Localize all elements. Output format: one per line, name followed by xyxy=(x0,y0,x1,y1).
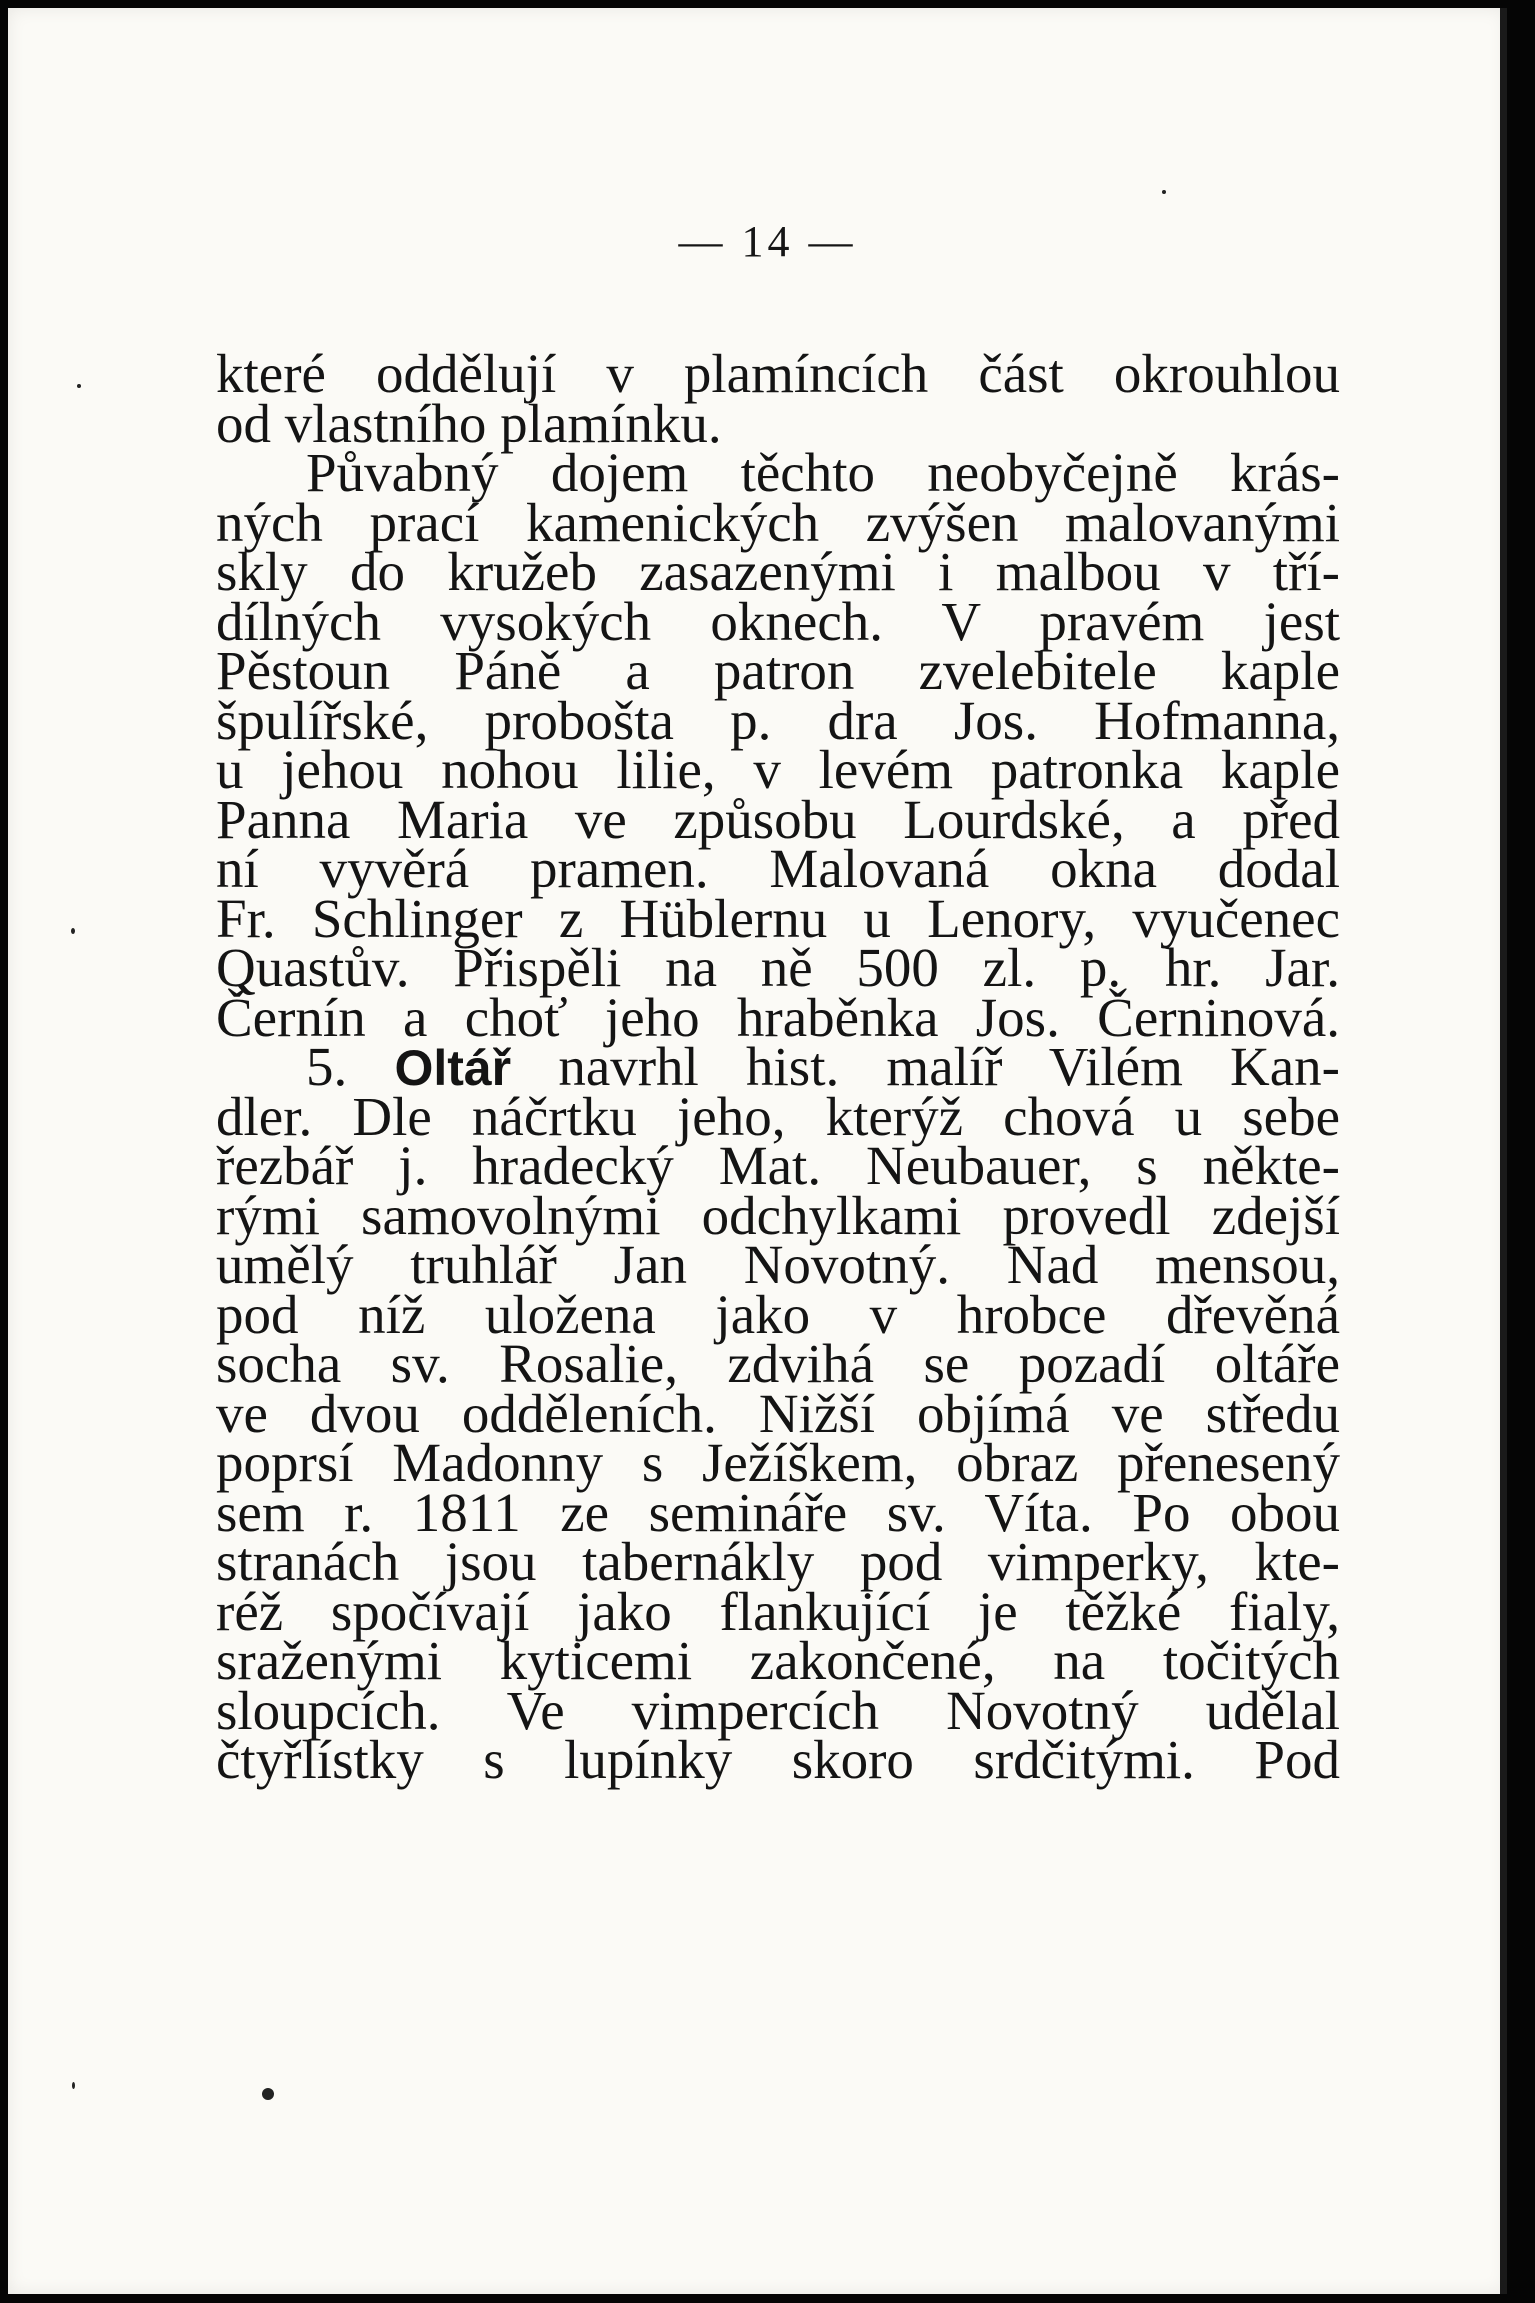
ink-speck xyxy=(72,2082,75,2089)
text-line: Panna Maria ve způsobu Lourdské, a před xyxy=(216,788,1340,850)
text-line: Pěstoun Páně a patron zvelebitele kaple xyxy=(216,640,1340,701)
text-line: poprsí Madonny s Ježíškem, obraz přenesený xyxy=(216,1432,1340,1493)
text-line: umělý truhlář Jan Novotný. Nad mensou, xyxy=(216,1234,1340,1295)
text-line: stranách jsou tabernákly pod vimperky, kte- xyxy=(216,1531,1340,1592)
text-line: řezbář j. hradecký Mat. Neubauer, s někte- xyxy=(216,1135,1340,1196)
text-line: které oddělují v plamíncích část okrouhlou xyxy=(216,343,1340,404)
text-line: dílných vysokých oknech. V pravém jest xyxy=(216,590,1340,652)
text-line: ní vyvěrá pramen. Malovaná okna dodal xyxy=(216,838,1340,899)
ink-speck xyxy=(1162,190,1166,194)
section-title: Oltář xyxy=(394,1040,512,1096)
section-heading-line xyxy=(216,1036,1340,1097)
ink-speck xyxy=(71,928,75,934)
text-line: skly do kružeb zasazenými i malbou v tří- xyxy=(216,541,1340,602)
text-line: pod níž uložena jako v hrobce dřevěná xyxy=(216,1283,1340,1345)
body-text xyxy=(216,343,1340,1790)
text-line: Fr. Schlinger z Hüblernu u Lenory, vyučenec xyxy=(216,887,1340,949)
page-number: — 14 — xyxy=(678,217,857,266)
text-line: ných prací kamenických zvýšen malovanými xyxy=(216,491,1340,553)
text-line: čtyřlístky s lupínky skoro srdčitými. Pod xyxy=(216,1729,1340,1790)
section-number: 5. xyxy=(306,1036,348,1097)
text-line: špulířské, probošta p. dra Jos. Hofmanna, xyxy=(216,689,1340,751)
text-line: Quastův. Přispěli na ně 500 zl. p. hr. Jar. xyxy=(216,937,1340,998)
text-segment: navrhl hist. malíř Vilém Kan- xyxy=(558,1036,1340,1097)
text-line: Černín a choť jeho hraběnka Jos. Černinová. xyxy=(216,986,1340,1048)
text-line: sraženými kyticemi zakončené, na točitých xyxy=(216,1630,1340,1691)
text-line: od vlastního plamínku. xyxy=(216,392,722,454)
ink-speck xyxy=(77,384,81,388)
text-line: sem r. 1811 ze semináře sv. Víta. Po obou xyxy=(216,1481,1340,1543)
text-line: dler. Dle náčrtku jeho, kterýž chová u sebe xyxy=(216,1085,1340,1147)
text-line: rými samovolnými odchylkami provedl zdejší xyxy=(216,1184,1340,1246)
text-line: Půvabný dojem těchto neobyčejně krás- xyxy=(306,442,1340,503)
text-line: réž spočívají jako flankující je těžké fialy, xyxy=(216,1580,1340,1642)
text-line: socha sv. Rosalie, zdvihá se pozadí oltáře xyxy=(216,1333,1340,1394)
text-line: ve dvou odděleních. Nižší objímá ve středu xyxy=(216,1382,1340,1444)
text-line: u jehou nohou lilie, v levém patronka kaple xyxy=(216,739,1340,800)
text-line: sloupcích. Ve vimpercích Novotný udělal xyxy=(216,1679,1340,1741)
page-edge-shadow xyxy=(1500,8,1507,2294)
ink-speck xyxy=(262,2088,274,2100)
